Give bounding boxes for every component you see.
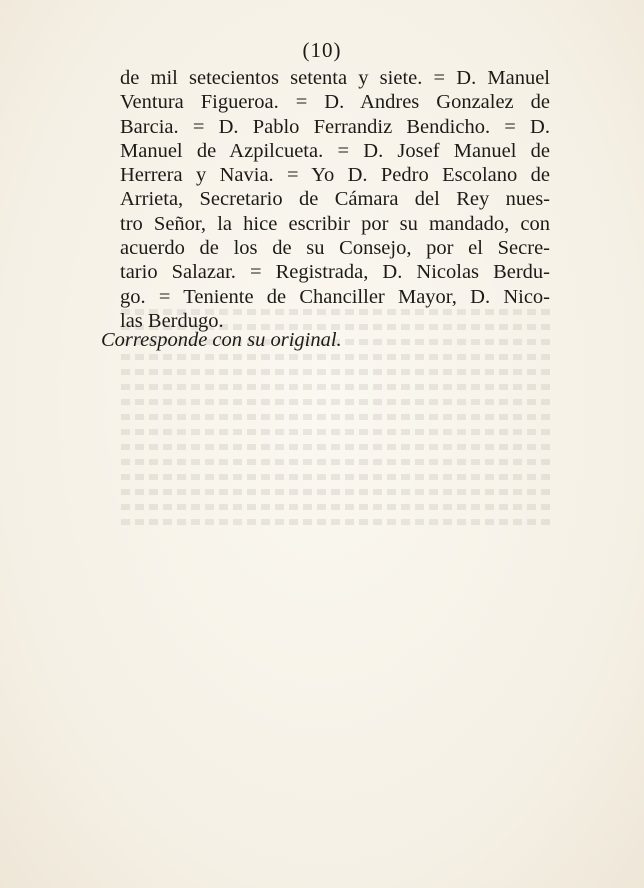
text-line: tro Señor, la hice escribir por su mandado, con [120, 212, 550, 235]
text-line: Ventura Figueroa. = D. Andres Gonzalez de [120, 91, 550, 114]
text-line: Barcia. = D. Pablo Ferrandiz Bendicho. = D. [120, 115, 550, 138]
text-line: de mil setecientos setenta y siete. = D. Manuel [120, 67, 550, 89]
closing-note: Corresponde con su original. [101, 329, 342, 351]
text-line: Herrera y Navia. = Yo D. Pedro Escolano de [120, 164, 550, 187]
body-text [120, 66, 550, 333]
text-line: acuerdo de los de su Consejo, por el Secre- [120, 237, 550, 260]
text-line: las Berdugo. [120, 309, 224, 332]
page-number: (10) [302, 38, 342, 62]
text-line: go. = Teniente de Chanciller Mayor, D. Nico- [120, 285, 550, 308]
text-line: tario Salazar. = Registrada, D. Nicolas Berdu- [120, 261, 550, 284]
text-line: Manuel de Azpilcueta. = D. Josef Manuel de [120, 139, 550, 162]
text-line: Arrieta, Secretario de Cámara del Rey nues- [120, 188, 550, 211]
